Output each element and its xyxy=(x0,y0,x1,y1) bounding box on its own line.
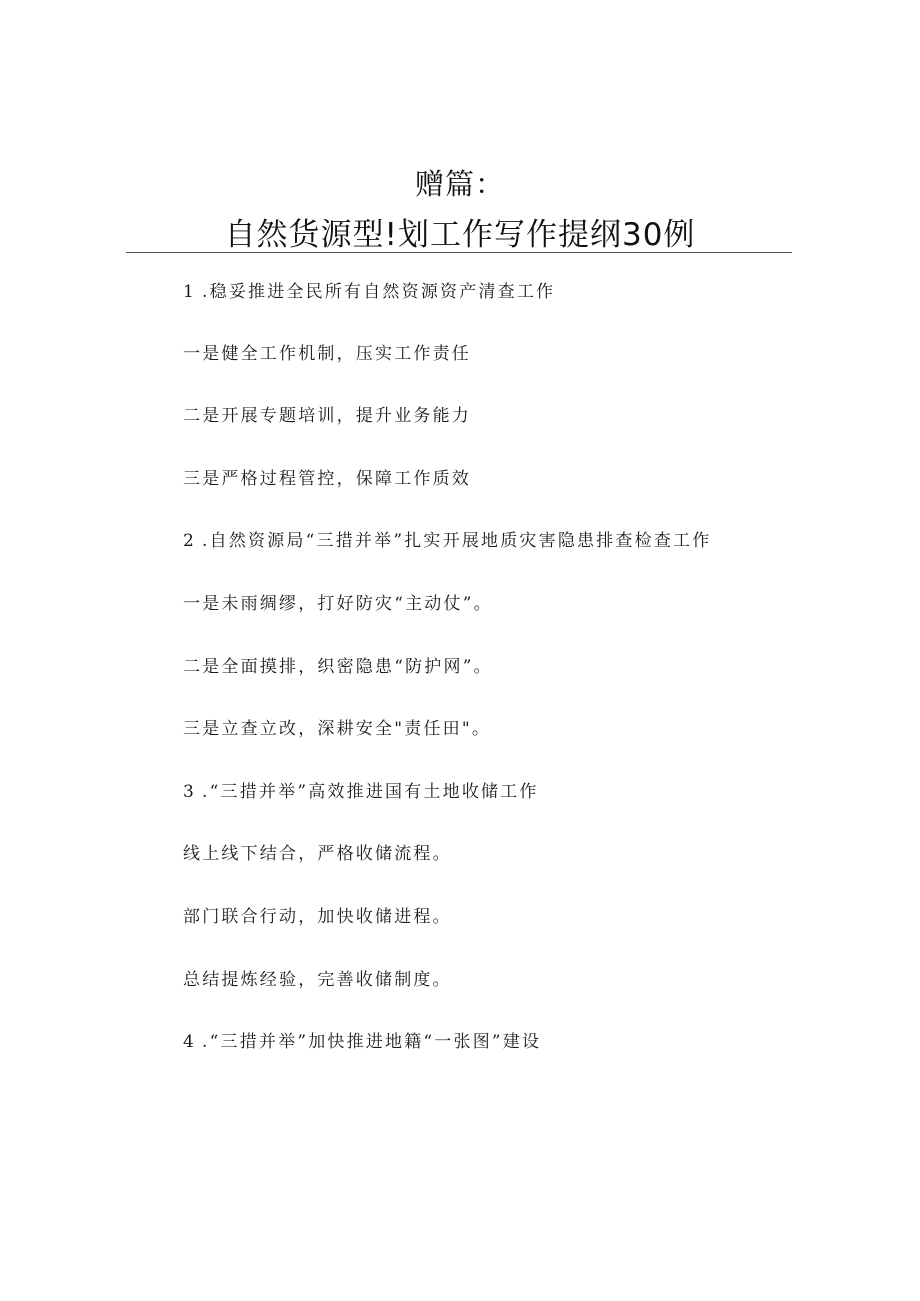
section-heading-text: .自然资源局“三措并举”扎实开展地质灾害隐患排查检查工作 xyxy=(202,531,712,551)
list-item: 二是全面摸排，织密隐患“防护网”。 xyxy=(183,657,493,677)
section-heading-1 xyxy=(183,280,555,304)
document-subtitle: 赠篇： xyxy=(414,167,505,201)
section-heading-text: .“三措并举”高效推进国有土地收储工作 xyxy=(202,782,539,802)
list-item: 一是未雨绸缪，打好防灾“主动仗”。 xyxy=(183,594,493,614)
list-item: 二是开展专题培训，提升业务能力 xyxy=(183,406,471,426)
section-heading-2 xyxy=(183,529,711,553)
section-heading-text: .“三措并举”加快推进地籍“一张图”建设 xyxy=(202,1032,542,1052)
list-item: 一是健全工作机制，压实工作责任 xyxy=(183,344,471,364)
section-number: 1 xyxy=(183,282,197,302)
list-item: 三是立查立改，深耕安全"责任田"。 xyxy=(183,719,492,739)
section-heading-text: .稳妥推进全民所有自然资源资产清查工作 xyxy=(202,282,556,302)
list-item: 线上线下结合，严格收储流程。 xyxy=(183,844,452,864)
section-number: 3 xyxy=(183,782,197,802)
list-item: 总结提炼经验，完善收储制度。 xyxy=(183,970,452,990)
list-item: 部门联合行动，加快收储进程。 xyxy=(183,907,452,927)
title-divider xyxy=(126,252,792,253)
section-number: 4 xyxy=(183,1032,197,1052)
section-number: 2 xyxy=(183,531,197,551)
section-heading-4 xyxy=(183,1030,541,1054)
section-heading-3 xyxy=(183,780,539,804)
list-item: 三是严格过程管控，保障工作质效 xyxy=(183,469,471,489)
document-title: 自然货源型!划工作写作提纲30例 xyxy=(224,217,696,253)
